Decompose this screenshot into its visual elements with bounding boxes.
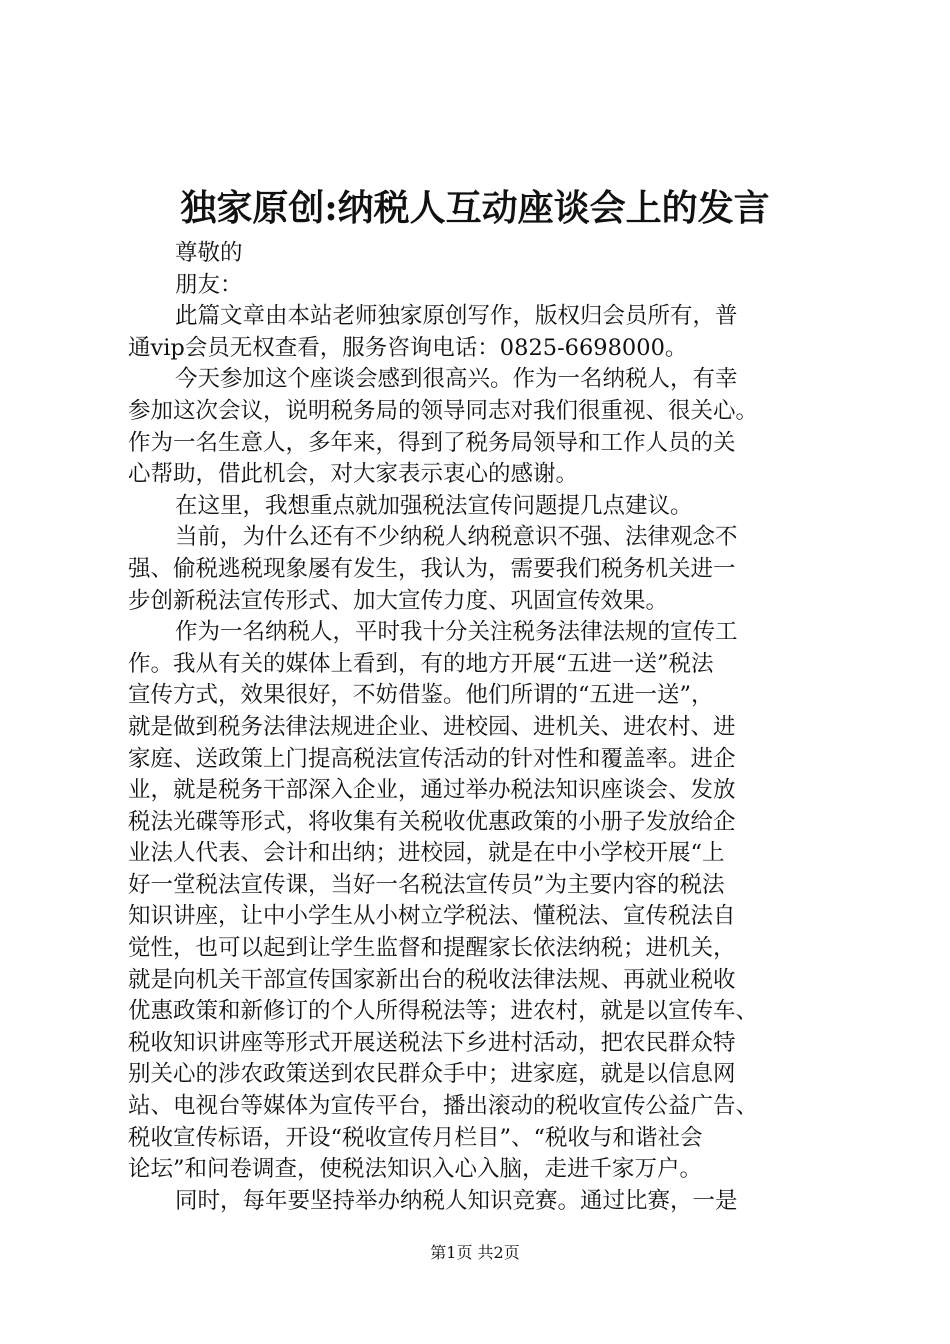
text-line: 税收宣传标语，开设“税收宣传月栏目”、“税收与和谐社会 <box>128 1124 703 1151</box>
text-line: 强、偷税逃税现象屡有发生，我认为，需要我们税务机关进一 <box>128 555 736 582</box>
text-line: 觉性，也可以起到让学生监督和提醒家长依法纳税；进机关， <box>128 935 736 962</box>
text-line: 此篇文章由本站老师独家原创写作，版权归会员所有，普 <box>175 303 738 330</box>
text-line: 作为一名生意人，多年来，得到了税务局领导和工作人员的关 <box>128 429 736 456</box>
text-line: 在这里，我想重点就加强税法宣传问题提几点建议。 <box>175 492 693 519</box>
text-line: 优惠政策和新修订的个人所得税法等；进农村，就是以宣传车、 <box>128 998 759 1025</box>
text-line: 税收知识讲座等形式开展送税法下乡进村活动，把农民群众特 <box>128 1029 736 1056</box>
text-line: 业，就是税务干部深入企业，通过举办税法知识座谈会、发放 <box>128 777 736 804</box>
text-line: 宣传方式，效果很好，不妨借鉴。他们所谓的“五进一送”， <box>128 682 714 709</box>
text-line: 尊敬的 <box>175 240 243 266</box>
text-line: 参加这次会议，说明税务局的领导同志对我们很重视、很关心。 <box>128 397 759 424</box>
text-line: 通vip会员无权查看，服务咨询电话：0825-6698000。 <box>128 334 688 361</box>
text-line: 今天参加这个座谈会感到很高兴。作为一名纳税人，有幸 <box>175 366 738 393</box>
text-line: 业法人代表、会计和出纳；进校园，就是在中小学校开展“上 <box>128 840 725 867</box>
text-line: 论坛”和问卷调查，使税法知识入心入脑，走进千家万户。 <box>128 1156 703 1183</box>
text-line: 税法光碟等形式，将收集有关税收优惠政策的小册子发放给企 <box>128 808 736 835</box>
text-line: 站、电视台等媒体为宣传平台，播出滚动的税收宣传公益广告、 <box>128 1093 759 1120</box>
text-line: 当前，为什么还有不少纳税人纳税意识不强、法律观念不 <box>175 524 738 551</box>
text-line: 知识讲座，让中小学生从小树立学税法、懂税法、宣传税法自 <box>128 903 736 930</box>
text-line: 作为一名纳税人，平时我十分关注税务法律法规的宣传工 <box>175 619 738 646</box>
text-line: 同时，每年要坚持举办纳税人知识竞赛。通过比赛，一是 <box>175 1187 738 1214</box>
document-body <box>128 238 838 1217</box>
text-line: 就是做到税务法律法规进企业、进校园、进机关、进农村、进 <box>128 713 736 740</box>
text-line: 步创新税法宣传形式、加大宣传力度、巩固宣传效果。 <box>128 587 669 614</box>
page-footer: 第1页 共2页 <box>430 1243 520 1262</box>
text-line: 好一堂税法宣传课，当好一名税法宣传员”为主要内容的税法 <box>128 871 725 898</box>
text-line: 作。我从有关的媒体上看到，有的地方开展“五进一送”税法 <box>128 650 714 677</box>
text-line: 家庭、送政策上门提高税法宣传活动的针对性和覆盖率。进企 <box>128 745 736 772</box>
text-line: 就是向机关干部宣传国家新出台的税收法律法规、再就业税收 <box>128 966 736 993</box>
text-line: 朋友： <box>175 271 243 298</box>
text-line: 别关心的涉农政策送到农民群众手中；进家庭，就是以信息网 <box>128 1061 736 1088</box>
text-line: 心帮助，借此机会，对大家表示衷心的感谢。 <box>128 461 579 488</box>
document-title: 独家原创:纳税人互动座谈会上的发言 <box>180 187 770 229</box>
